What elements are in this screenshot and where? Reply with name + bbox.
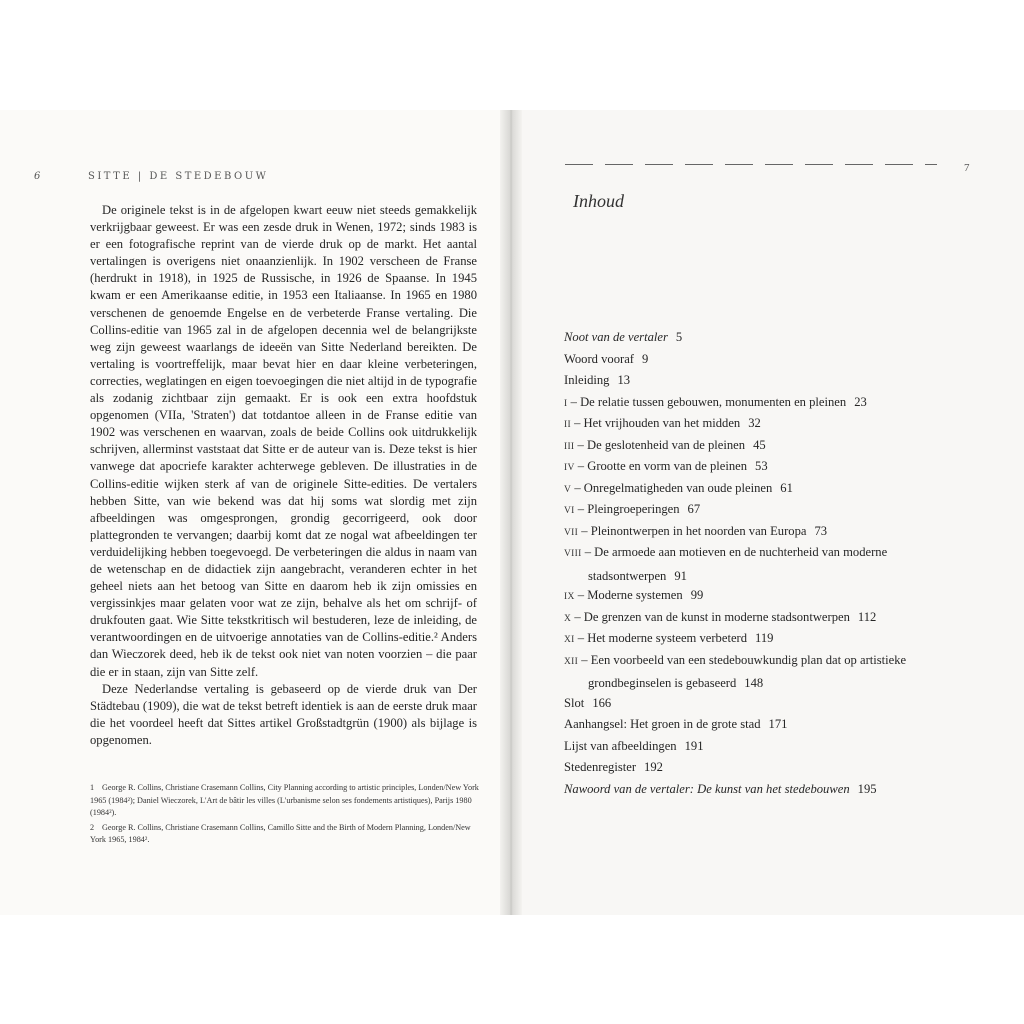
- toc-entry-label: Aanhangsel: Het groen in de grote stad: [564, 717, 761, 731]
- toc-entry-line: III – De geslotenheid van de pleinen 45: [564, 437, 766, 452]
- toc-page-number: 9: [641, 351, 649, 366]
- toc-chapter-number: XI: [564, 635, 575, 645]
- footnotes: [90, 782, 480, 849]
- toc-entry-line: [564, 760, 663, 774]
- toc-entry-label: Pleingroeperingen: [587, 502, 680, 516]
- toc-chapter-number: X: [564, 613, 572, 624]
- toc-entry: [564, 413, 984, 435]
- toc-page-number: 119: [755, 631, 774, 645]
- toc-page-number: 171: [768, 717, 788, 731]
- toc-page-number: 13: [617, 373, 631, 387]
- toc-entry: [564, 499, 984, 521]
- toc-chapter-number: XII: [564, 656, 579, 667]
- running-head: [34, 171, 474, 182]
- toc-entry: [564, 349, 984, 371]
- left-page-number: 6: [34, 171, 41, 182]
- toc-entry-label: Inleiding: [564, 373, 610, 387]
- toc-entry-label: Pleinontwerpen in het noorden van Europa: [590, 523, 807, 538]
- toc-entry-label: Slot: [564, 695, 585, 710]
- toc-entry-label: De armoede aan motieven en de nuchterheid van moderne: [594, 545, 888, 559]
- toc-entry-line: X – De grenzen van de kunst in moderne stadsontwerpen 112: [564, 609, 877, 624]
- toc-page-number: 191: [684, 738, 704, 753]
- toc-entry-line: IX – Moderne systemen 99: [564, 588, 704, 602]
- footnote-text: George R. Collins, Christiane Crasemann Collins, Camillo Sitte and the Birth of Modern Planning, Londen/New York 1965, 1984².: [90, 822, 471, 844]
- toc-page-number: 192: [644, 760, 663, 774]
- toc-entry-label: Woord vooraf: [564, 351, 634, 366]
- toc-entry: [564, 521, 984, 543]
- toc-entry-label: De relatie tussen gebouwen, monumenten en pleinen: [580, 394, 847, 409]
- toc-page-number: 99: [690, 588, 704, 602]
- toc-entry-line: VIII – De armoede aan motieven en de nuchterheid van moderne: [564, 545, 888, 559]
- toc-chapter-number: IX: [564, 592, 575, 602]
- toc-chapter-number: III: [564, 441, 575, 452]
- toc-entry-line: [564, 673, 984, 695]
- toc-entry-label: De geslotenheid van de pleinen: [587, 437, 746, 452]
- book-gutter: [500, 110, 522, 915]
- toc-page-number: 91: [674, 568, 687, 583]
- toc-page-number: 23: [854, 394, 867, 409]
- toc-title: Inhoud: [573, 191, 624, 211]
- running-head-text: SITTE | DE STEDEBOUW: [88, 171, 269, 182]
- toc-entry-line: [564, 373, 630, 387]
- toc-page-number: 61: [780, 480, 793, 495]
- toc-entry: [564, 779, 984, 801]
- footnote-number: 1: [90, 783, 95, 792]
- table-of-contents: [564, 327, 984, 800]
- toc-chapter-number: V: [564, 484, 572, 495]
- toc-entry-label: Lijst van afbeeldingen: [564, 738, 677, 753]
- toc-entry: [564, 693, 984, 715]
- toc-entry-line: XI – Het moderne systeem verbeterd 119: [564, 631, 774, 645]
- toc-entry: [564, 542, 984, 585]
- toc-page-number: 148: [744, 676, 764, 690]
- toc-entry: [564, 714, 984, 736]
- toc-entry-label-continued: grondbeginselen is gebaseerd: [588, 676, 737, 690]
- toc-entry: [564, 736, 984, 758]
- toc-page-number: 195: [857, 781, 877, 796]
- paragraph: Deze Nederlandse vertaling is gebaseerd op de vierde druk van Der Städtebau (1909), die wat de tekst betreft identiek is aan de eerste druk maar die het voordeel heeft dat Sittes artikel Großstadtgrün (1900) als bijlage is opgenomen.: [90, 681, 477, 747]
- toc-entry: [564, 607, 984, 629]
- toc-entry-label: De grenzen van de kunst in moderne stadsontwerpen: [583, 609, 850, 624]
- toc-page-number: 32: [748, 416, 761, 430]
- toc-page-number: 73: [814, 523, 828, 538]
- toc-entry: [564, 435, 984, 457]
- toc-entry-line: IV – Grootte en vorm van de pleinen 53: [564, 459, 768, 473]
- footnote-text: George R. Collins, Christiane Crasemann Collins, City Planning according to artistic principles, Londen/New York 1965 (1984²); Daniel Wieczorek, L'Art de bâtir les villes (L'urbanisme selon ses fondements artistiques), Parijs 1980 (1984²).: [90, 783, 479, 817]
- toc-entry-label: Het moderne systeem verbeterd: [587, 631, 748, 645]
- toc-chapter-number: I: [564, 398, 568, 409]
- toc-chapter-number: II: [564, 420, 571, 430]
- footnote-number: 2: [90, 822, 95, 832]
- toc-page-number: 5: [675, 330, 683, 344]
- toc-entry: [564, 327, 984, 349]
- toc-entry-line: [564, 330, 682, 344]
- toc-chapter-number: IV: [564, 463, 575, 473]
- toc-entry-line: [564, 696, 611, 710]
- toc-entry: [564, 585, 984, 607]
- toc-entry: [564, 370, 984, 392]
- toc-entry: [564, 650, 984, 693]
- toc-entry-line: [564, 782, 877, 796]
- toc-page-number: 67: [687, 502, 701, 516]
- toc-chapter-number: VII: [564, 527, 579, 538]
- toc-entry-line: V – Onregelmatigheden van oude pleinen 61: [564, 480, 793, 495]
- left-page: [0, 110, 508, 915]
- toc-entry-label: Noot van de vertaler: [564, 330, 668, 344]
- toc-entry-label: Een voorbeeld van een stedebouwkundig plan dat op artistieke: [590, 652, 907, 667]
- body-text: [90, 202, 477, 749]
- toc-entry-line: VII – Pleinontwerpen in het noorden van Europa 73: [564, 523, 828, 538]
- toc-entry-line: I – De relatie tussen gebouwen, monumenten en pleinen 23: [564, 394, 867, 409]
- header-rule: [565, 164, 937, 165]
- toc-page-number: 53: [755, 459, 768, 473]
- toc-entry-label: Stedenregister: [564, 760, 637, 774]
- toc-entry: [564, 628, 984, 650]
- toc-entry-line: XII – Een voorbeeld van een stedebouwkundig plan dat op artistieke: [564, 652, 907, 667]
- toc-chapter-number: VI: [564, 506, 575, 516]
- toc-entry: [564, 757, 984, 779]
- toc-entry-line: [564, 739, 704, 753]
- toc-chapter-number: VIII: [564, 549, 582, 559]
- footnote: [90, 822, 480, 847]
- toc-entry-line: [564, 566, 984, 588]
- toc-entry-label: Moderne systemen: [587, 588, 683, 602]
- toc-page-number: 45: [753, 437, 766, 452]
- toc-entry-line: [564, 352, 648, 366]
- toc-entry-label: Grootte en vorm van de pleinen: [587, 459, 748, 473]
- toc-entry: [564, 392, 984, 414]
- toc-entry-line: II – Het vrijhouden van het midden 32: [564, 416, 761, 430]
- right-page-number: 7: [964, 162, 970, 174]
- toc-entry: [564, 456, 984, 478]
- toc-page-number: 166: [592, 695, 612, 710]
- toc-entry-line: [564, 717, 787, 731]
- toc-entry: [564, 478, 984, 500]
- toc-entry-label: Het vrijhouden van het midden: [583, 416, 741, 430]
- toc-entry-label: Nawoord van de vertaler: De kunst van het stedebouwen: [564, 781, 850, 796]
- toc-page-number: 112: [857, 609, 877, 624]
- toc-entry-line: VI – Pleingroeperingen 67: [564, 502, 701, 516]
- paragraph: De originele tekst is in de afgelopen kwart eeuw niet steeds gemakkelijk verkrijgbaar geweest. Er was een zesde druk in Wenen, 1972; sinds 1983 is er een fotografische reprint van de vierde druk op de markt. Het aantal vertalingen is overigens niet onaanzienlijk. In 1902 verscheen de Franse (herdrukt in 1918), in 1925 de Russische, in 1926 de Spaanse. In 1945 kwam er een Amerikaanse editie, in 1953 een Italiaanse. In 1965 en 1980 verschenen de genoemde Engelse en de verbeterde Franse vertaling. Die Collins-editie van 1965 zal in de afgelopen decennia wel de belangrijkste weg zijn geweest waarlangs de ideeën van Sitte Nederland bereikten. De vertaling is voortreffelijk, maar bevat hier en daar kleine verbeteringen, correcties, weglatingen en eigen toevoegingen die niet altijd in de typografie als zodanig zichtbaar zijn gemaakt. Er is ook een extra hoofdstuk opgenomen (VIIa, 'Straten') dat totdantoe alleen in de Franse editie van 1902 was verschenen en waarvan, zoals de beide Collins ook uitdrukkelijk schrijven, allerminst vaststaat dat Sitte er de auteur van is. Deze tekst is hier vanwege dat apocriefe karakter achterwege gebleven. De illustraties in de Collins-editie wijken sterk af van de originele Sitte-edities. De vertalers hebben Sitte, van wie bekend was dat hij soms wat slordig met zijn afbeeldingen was omgesprongen, grondig gecorrigeerd, ook door plattegronden te vervangen; daarbij komt dat ze nogal wat afbeeldingen ter verduidelijking hebben toegevoegd. De verbeteringen die aldus in naam van de wetenschap en de didactiek zijn aangebracht, veranderen echter in het geheel niets aan het betoog van Sitte en daarom heb ik zijn omissies en vergissinkjes maar gelaten voor wat ze zijn, behalve als het om schrijf- of drukfouten gaat. Wie Sitte tekstkritisch wil bestuderen, leze de inleiding, de verantwoordingen en de uitvoerige annotaties van de Collins-editie.² Anders dan Wieczorek deed, heb ik de tekst ook niet van noten voorzien – die paar die er in staan, zijn van Sitte zelf.: [90, 203, 477, 679]
- footnote: [90, 782, 480, 820]
- toc-entry-label: Onregelmatigheden van oude pleinen: [583, 480, 773, 495]
- toc-entry-label-continued: stadsontwerpen: [588, 568, 667, 583]
